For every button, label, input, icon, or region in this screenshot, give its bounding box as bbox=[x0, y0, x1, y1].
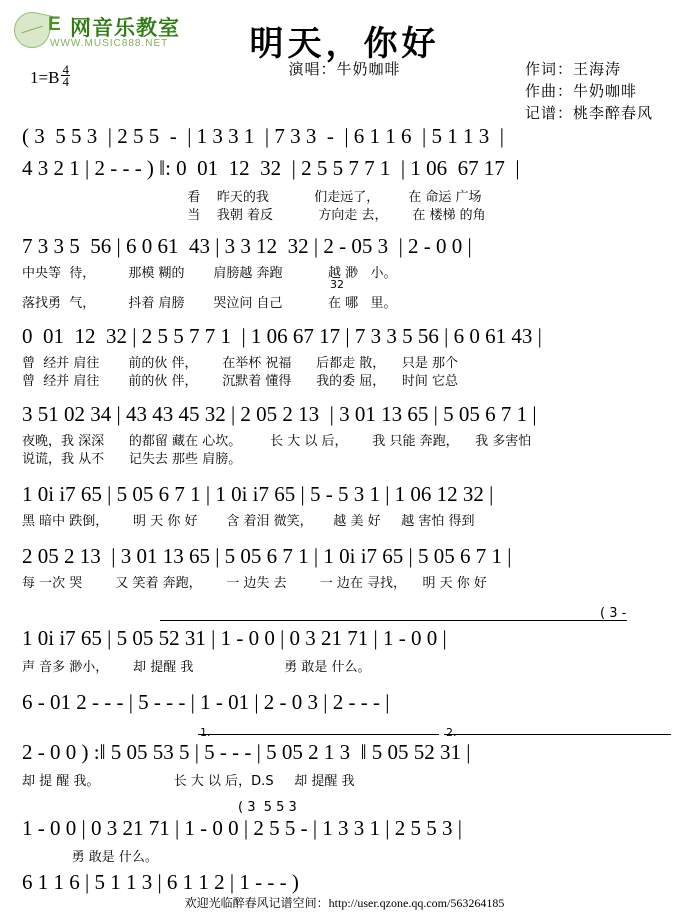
lyricist: 作词：王海涛 bbox=[524, 60, 621, 78]
lyric-row: 夜晚，我 深深 的都留 藏在 心坎。 长 大 以 后， 我 只能 奔跑， 我 多害怕 bbox=[22, 434, 532, 449]
key-signature bbox=[30, 64, 70, 88]
lyric-row: 每 一次 哭 又 笑着 奔跑， 一 边失 去 一 边在 寻找， 明 天 你 好 bbox=[22, 576, 487, 591]
repeat-bracket-label: ( 3 - bbox=[600, 606, 627, 621]
singer-line: 演唱：牛奶咖啡 bbox=[288, 60, 401, 78]
ending-2-bracket bbox=[444, 734, 671, 735]
composer: 作曲：牛奶咖啡 bbox=[524, 82, 637, 100]
phrase-slur bbox=[160, 620, 627, 621]
note-row: 6 - 01 2 - - - | 5 - - - | 1 - 01 | 2 - 0 3 | 2 - - - | bbox=[22, 690, 390, 714]
lyric-row: 声 音多 渺小， 却 提醒 我 勇 敢是 什么。 bbox=[22, 660, 371, 675]
meter-bottom: 4 bbox=[62, 74, 69, 89]
logo-e: E bbox=[48, 14, 61, 35]
triplet-annotation: 32 bbox=[330, 278, 344, 291]
ending-1-bracket bbox=[198, 734, 439, 735]
note-row: 3 51 02 34 | 43 43 45 32 | 2 05 2 13 | 3 01 13 65 | 5 05 6 7 1 | bbox=[22, 402, 537, 426]
time-signature bbox=[61, 64, 70, 87]
ending-1-label: 1. bbox=[200, 726, 211, 739]
logo-url: WWW.MUSIC888.NET bbox=[50, 38, 169, 49]
note-row: 1 0i i7 65 | 5 05 6 7 1 | 1 0i i7 65 | 5 - 5 3 1 | 1 06 12 32 | bbox=[22, 482, 494, 506]
note-row: ( 3 5 5 3 | 2 5 5 - | 1 3 3 1 | 7 3 3 - | 6 1 1 6 | 5 1 1 3 | bbox=[22, 124, 504, 148]
footer-note: 欢迎光临醉春风记谱空间：http://user.qzone.qq.com/563264185 bbox=[184, 896, 505, 910]
credits-block bbox=[525, 58, 653, 124]
lyric-row-2: 说谎，我 从不 记失去 那些 肩膀。 bbox=[22, 452, 242, 467]
note-row: 4 3 2 1 | 2 - - - ) ‖: 0 01 12 32 | 2 5 5 7 7 1 | 1 06 67 17 | bbox=[22, 156, 520, 180]
coda-bracket-label: ( 3 5 5 3 bbox=[238, 800, 297, 815]
lyric-row-2: 当 我朝 着反 方向走 去， 在 楼梯 的角 bbox=[22, 208, 486, 223]
lyric-row: 中央等 待， 那模 糊的 肩膀越 奔跑 越 渺 小。 bbox=[22, 266, 397, 281]
note-row: 7 3 3 5 56 | 6 0 61 43 | 3 3 12 32 | 2 - 05 3 | 2 - 0 0 | bbox=[22, 234, 472, 258]
lyric-row: 曾 经并 肩往 前的伙 伴， 在举杯 祝福 后都走 散， 只是 那个 bbox=[22, 356, 458, 371]
lyric-row-2: 曾 经并 肩往 前的伙 伴， 沉默着 懂得 我的委 屈， 时间 它总 bbox=[22, 374, 458, 389]
notator: 记谱：桃李醉春风 bbox=[524, 104, 653, 122]
key-value: B bbox=[48, 68, 60, 87]
logo-text: 网音乐教室 bbox=[70, 17, 180, 40]
meter-top: 4 bbox=[62, 62, 69, 77]
key-prefix: 1= bbox=[30, 68, 49, 87]
ending-2-label: 2. bbox=[446, 726, 457, 739]
lyric-row: 勇 敢是 什么。 bbox=[22, 850, 158, 865]
note-row: 2 05 2 13 | 3 01 13 65 | 5 05 6 7 1 | 1 0i i7 65 | 5 05 6 7 1 | bbox=[22, 544, 512, 568]
note-row: 1 - 0 0 | 0 3 21 71 | 1 - 0 0 | 2 5 5 - | 1 3 3 1 | 2 5 5 3 | bbox=[22, 816, 462, 840]
lyric-row-2: 落找勇 气， 抖着 肩膀 哭泣问 自己 在 哪 里。 bbox=[22, 296, 397, 311]
note-row: 0 01 12 32 | 2 5 5 7 7 1 | 1 06 67 17 | 7 3 3 5 56 | 6 0 61 43 | bbox=[22, 324, 542, 348]
lyric-row: 看 昨天的我 们走远了， 在 命运 广场 bbox=[22, 190, 482, 205]
note-row: 2 - 0 0 ) :‖ 5 05 53 5 | 5 - - - | 5 05 2 1 3 ‖ 5 05 52 31 | bbox=[22, 740, 471, 764]
lyric-row: 却 提 醒 我。 长 大 以 后，D.S 却 提醒 我 bbox=[22, 774, 355, 789]
note-row: 1 0i i7 65 | 5 05 52 31 | 1 - 0 0 | 0 3 21 71 | 1 - 0 0 | bbox=[22, 626, 447, 650]
page-title: 明天，你好 bbox=[249, 24, 440, 64]
note-row: 6 1 1 6 | 5 1 1 3 | 6 1 1 2 | 1 - - - ) bbox=[22, 870, 299, 894]
lyric-row: 黑 暗中 跌倒， 明 天 你 好 含 着泪 微笑， 越 美 好 越 害怕 得到 bbox=[22, 514, 475, 529]
